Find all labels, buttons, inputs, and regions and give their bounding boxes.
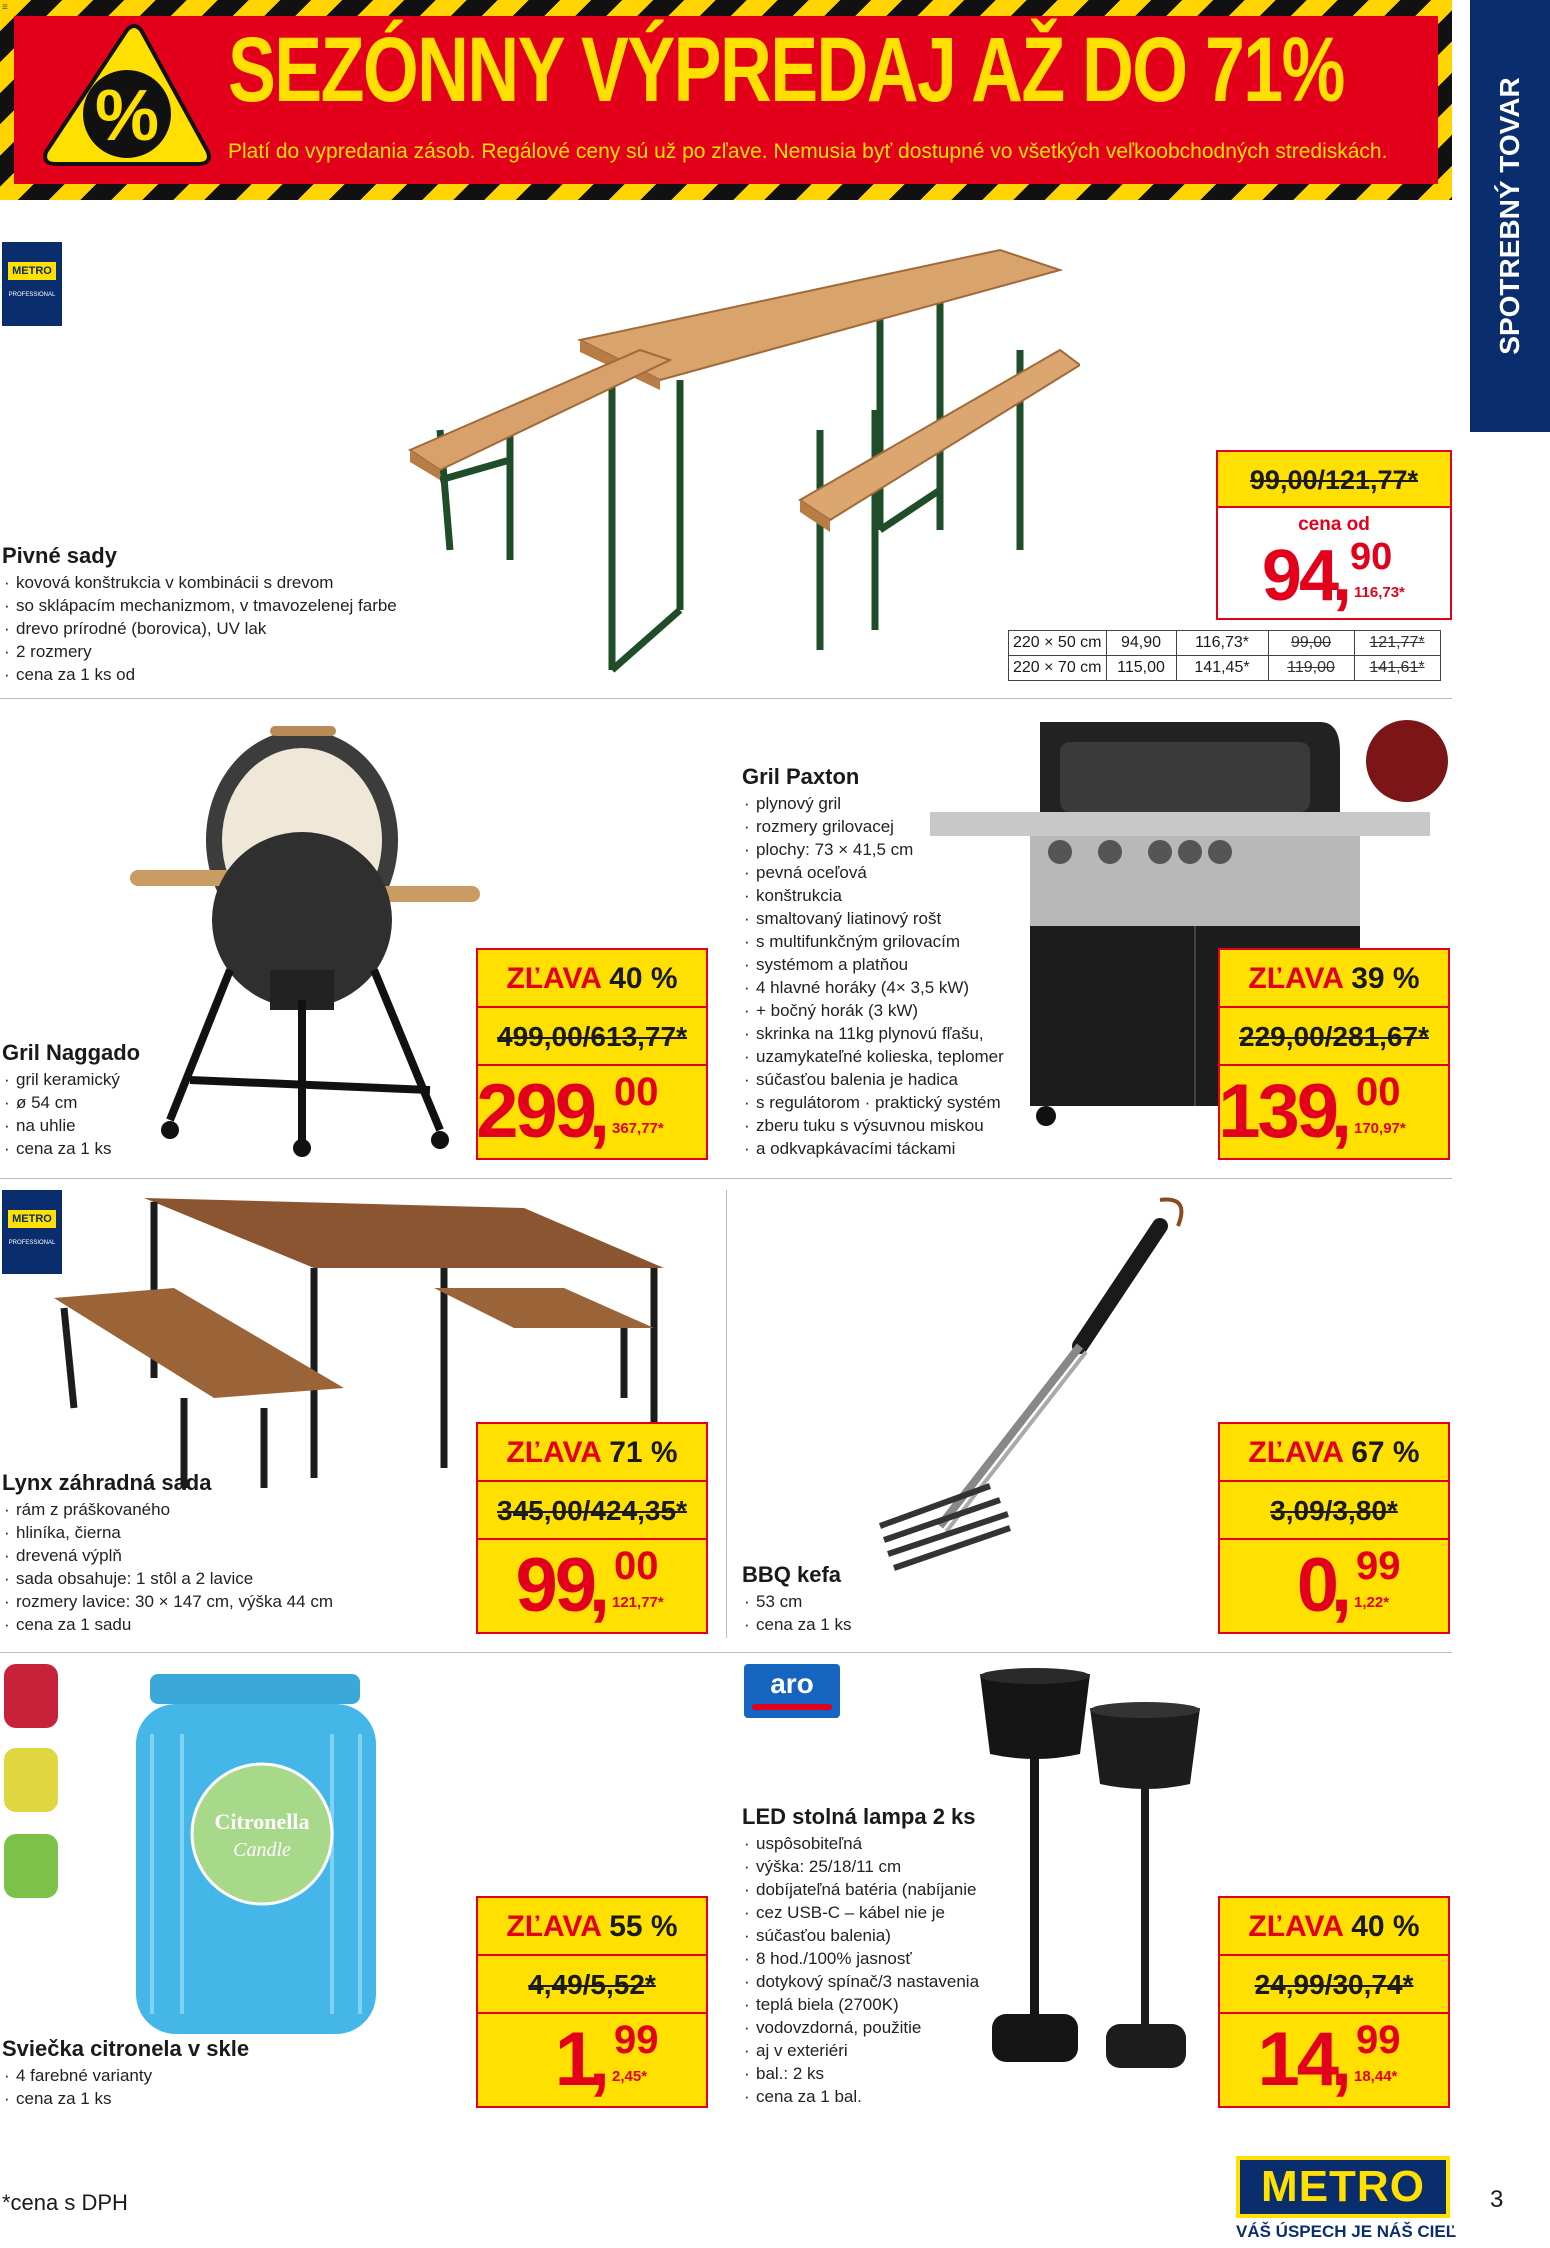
old-price: 4,49/5,52* (478, 1956, 706, 2014)
current-price (478, 2014, 706, 2110)
price-decimal: 00 (614, 1544, 659, 1588)
current-price (1220, 2014, 1448, 2110)
feature-item: · smaltovaný liatinový rošt (742, 907, 1004, 930)
feature-item: · sada obsahuje: 1 stôl a 2 lavice (2, 1567, 333, 1590)
price-comma: , (588, 1069, 610, 1154)
discount-label: ZĽAVA (1248, 1436, 1343, 1469)
discount-value: 67 % (1351, 1436, 1420, 1469)
discount-value: 40 % (1351, 1910, 1420, 1943)
feature-item: · vodovzdorná, použitie (742, 2016, 979, 2039)
table-cell: 99,00 (1268, 631, 1354, 656)
price-integer: 1 (554, 2017, 594, 2102)
price-from-label: cena od (1298, 514, 1370, 535)
price-integer: 99 (515, 1543, 594, 1628)
column-divider (726, 1190, 727, 1638)
product-name-led-lampa: LED stolná lampa 2 ks (742, 1804, 976, 1829)
feature-item: · s multifunkčným grilovacím (742, 930, 1004, 953)
kamado-grill-image (130, 710, 480, 1160)
old-price: 345,00/424,35* (478, 1482, 706, 1540)
feature-item: · 53 cm (742, 1590, 851, 1613)
price-comma: , (1330, 1069, 1352, 1154)
bbq-brush-image (860, 1196, 1200, 1616)
table-row (1009, 631, 1441, 656)
current-price (1220, 1540, 1448, 1636)
price-with-vat: 2,45* (612, 2068, 648, 2085)
discount-label: ZĽAVA (506, 1910, 601, 1943)
banner-subtitle: Platí do vypredania zásob. Regálové ceny sú už po zľave. Nemusia byť dostupné vo všetkých veľkoobchodných strediskách. (228, 140, 1388, 163)
feature-item: · zberu tuku s výsuvnou miskou (742, 1114, 1004, 1137)
banner-title: SEZÓNNY VÝPREDAJ AŽ DO 71% (228, 19, 1344, 121)
discount-value: 71 % (609, 1436, 678, 1469)
feature-item: · + bočný horák (3 kW) (742, 999, 1004, 1022)
category-tab-label: SPOTREBNÝ TOVAR (1494, 77, 1525, 355)
feature-item: · uspôsobiteľná (742, 1832, 979, 1855)
feature-item: · 2 rozmery (2, 640, 397, 663)
current-price (1220, 1066, 1448, 1162)
old-price: 229,00/281,67* (1220, 1008, 1448, 1066)
price-comma: , (1330, 1543, 1352, 1628)
old-price: 499,00/613,77* (478, 1008, 706, 1066)
feature-item: · na uhlie (2, 1114, 120, 1137)
feature-item: · cena za 1 ks (742, 1613, 851, 1636)
product-features-pivne-sady (2, 571, 397, 686)
table-row (1009, 656, 1441, 681)
product-name-sviecka: Sviečka citronela v skle (2, 2036, 250, 2061)
price-with-vat: 170,97* (1354, 1120, 1406, 1137)
section-divider (0, 698, 1452, 699)
table-cell: 141,45* (1176, 656, 1268, 681)
price-box-gril-naggado (476, 948, 708, 1160)
price-comma: , (1331, 536, 1352, 616)
old-price: 24,99/30,74* (1220, 1956, 1448, 2014)
table-cell: 220 × 70 cm (1009, 656, 1107, 681)
feature-item: · bal.: 2 ks (742, 2062, 979, 2085)
feature-item: · teplá biela (2700K) (742, 1993, 979, 2016)
price-box-sviecka (476, 1896, 708, 2108)
feature-item: · drevo prírodné (borovica), UV lak (2, 617, 397, 640)
banner-red-panel (14, 16, 1438, 184)
price-box-pivne-sady (1216, 450, 1452, 620)
feature-item: · systémom a platňou (742, 953, 1004, 976)
product-name-gril-naggado: Gril Naggado (2, 1040, 141, 1065)
discount-value: 40 % (609, 962, 678, 995)
color-swatch-dark-red (1364, 718, 1450, 804)
citronella-candle-image (2, 1664, 402, 2044)
price-comma: , (588, 2017, 610, 2102)
aro-brand-logo (744, 1664, 840, 1718)
feature-item: · rám z práškovaného (2, 1498, 333, 1521)
sale-banner (0, 0, 1452, 200)
page-number: 3 (1490, 2186, 1504, 2213)
feature-item: · hliníka, čierna (2, 1521, 333, 1544)
discount-value: 55 % (609, 1910, 678, 1943)
feature-item: · cena za 1 ks (2, 2087, 152, 2110)
discount-row (478, 1424, 706, 1482)
metro-badge-label: METRO (8, 1210, 56, 1228)
discount-value: 39 % (1351, 962, 1420, 995)
price-with-vat: 121,77* (612, 1594, 664, 1611)
feature-item: · rozmery grilovacej (742, 815, 1004, 838)
price-decimal: 00 (614, 1070, 659, 1114)
table-cell: 121,77* (1354, 631, 1440, 656)
product-features-led-lampa (742, 1832, 979, 2108)
feature-item: · ø 54 cm (2, 1091, 120, 1114)
product-features-lynx (2, 1498, 333, 1636)
feature-item: · súčasťou balenia je hadica (742, 1068, 1004, 1091)
feature-item: · plochy: 73 × 41,5 cm (742, 838, 1004, 861)
feature-item: · aj v exteriéri (742, 2039, 979, 2062)
feature-item: · drevená výplň (2, 1544, 333, 1567)
discount-label: ZĽAVA (1248, 1910, 1343, 1943)
jar-label-line-2: Candle (233, 1839, 291, 1861)
price-box-gril-paxton (1218, 948, 1450, 1160)
feature-item: · 8 hod./100% jasnosť (742, 1947, 979, 1970)
table-cell: 116,73* (1176, 631, 1268, 656)
feature-item: · cena za 1 ks (2, 1137, 120, 1160)
jar-label-line-1: Citronella (214, 1809, 310, 1834)
table-cell: 141,61* (1354, 656, 1440, 681)
beer-set-image (400, 230, 1080, 680)
current-price (478, 1540, 706, 1636)
feature-item: · konštrukcia (742, 884, 1004, 907)
feature-item: · cena za 1 ks od (2, 663, 397, 686)
current-price (478, 1066, 706, 1162)
feature-item: · cez USB-C – kábel nie je (742, 1901, 979, 1924)
product-name-pivne-sady: Pivné sady (2, 543, 117, 568)
price-decimal: 00 (1356, 1070, 1401, 1114)
price-with-vat: 367,77* (612, 1120, 664, 1137)
section-divider (0, 1178, 1452, 1179)
price-with-vat: 116,73* (1354, 584, 1405, 601)
metro-logo: METRO (1236, 2156, 1450, 2218)
discount-label: ZĽAVA (1248, 962, 1343, 995)
size-price-table (1008, 630, 1441, 681)
feature-item: · rozmery lavice: 30 × 147 cm, výška 44 cm (2, 1590, 333, 1613)
percent-badge-icon (42, 22, 212, 172)
feature-item: · kovová konštrukcia v kombinácii s drevom (2, 571, 397, 594)
table-cell: 94,90 (1106, 631, 1176, 656)
feature-item: · plynový gril (742, 792, 1004, 815)
aro-brand-label: aro (770, 1668, 814, 1699)
aro-logo-stripe (752, 1704, 832, 1710)
led-lamp-image (970, 1664, 1230, 2084)
table-cell: 115,00 (1106, 656, 1176, 681)
price-integer: 94 (1261, 536, 1336, 616)
feature-item: · súčasťou balenia) (742, 1924, 979, 1947)
price-comma: , (588, 1543, 610, 1628)
professional-badge-label: PROFESSIONAL (8, 292, 56, 298)
discount-row (478, 950, 706, 1008)
discount-row (478, 1898, 706, 1956)
feature-item: · uzamykateľné kolieska, teplomer (742, 1045, 1004, 1068)
category-tab (1470, 0, 1550, 432)
product-features-sviecka (2, 2064, 152, 2110)
product-name-bbq-kefa: BBQ kefa (742, 1562, 842, 1587)
old-price: 99,00/121,77* (1218, 452, 1450, 508)
vat-footnote: *cena s DPH (2, 2190, 128, 2215)
feature-item: · výška: 25/18/11 cm (742, 1855, 979, 1878)
feature-item: · cena za 1 sadu (2, 1613, 333, 1636)
menu-mark-icon: ≡ (2, 2, 8, 13)
price-decimal: 90 (1350, 536, 1393, 578)
feature-item: · a odkvapkávacími táckami (742, 1137, 1004, 1160)
product-name-gril-paxton: Gril Paxton (742, 764, 860, 789)
metro-professional-badge (2, 1190, 62, 1274)
table-cell: 119,00 (1268, 656, 1354, 681)
product-name-lynx: Lynx záhradná sada (2, 1470, 212, 1495)
price-integer: 139 (1218, 1069, 1336, 1154)
discount-row (1220, 1424, 1448, 1482)
price-decimal: 99 (614, 2018, 659, 2062)
price-with-vat: 1,22* (1354, 1594, 1390, 1611)
section-divider (0, 1652, 1452, 1653)
product-features-bbq-kefa (742, 1590, 851, 1636)
price-integer: 0 (1296, 1543, 1336, 1628)
price-integer: 14 (1257, 2017, 1336, 2102)
price-integer: 299 (476, 1069, 594, 1154)
feature-item: · cena za 1 bal. (742, 2085, 979, 2108)
table-cell: 220 × 50 cm (1009, 631, 1107, 656)
discount-row (1220, 1898, 1448, 1956)
feature-item: · gril keramický (2, 1068, 120, 1091)
professional-badge-label: PROFESSIONAL (8, 1240, 56, 1246)
feature-item: · s regulátorom · praktický systém (742, 1091, 1004, 1114)
feature-item: · dobíjateľná batéria (nabíjanie (742, 1878, 979, 1901)
price-box-lynx (476, 1422, 708, 1634)
price-box-led-lampa (1218, 1896, 1450, 2108)
feature-item: · so sklápacím mechanizmom, v tmavozelenej farbe (2, 594, 397, 617)
product-features-gril-naggado (2, 1068, 120, 1160)
metro-badge-label: METRO (8, 262, 56, 280)
discount-row (1220, 950, 1448, 1008)
metro-professional-badge (2, 242, 62, 326)
discount-label: ZĽAVA (506, 1436, 601, 1469)
price-decimal: 99 (1356, 2018, 1401, 2062)
metro-slogan: VÁŠ ÚSPECH JE NÁŠ CIEĽ (1236, 2222, 1457, 2241)
price-with-vat: 18,44* (1354, 2068, 1398, 2085)
feature-item: · 4 farebné varianty (2, 2064, 152, 2087)
price-comma: , (1330, 2017, 1352, 2102)
old-price: 3,09/3,80* (1220, 1482, 1448, 1540)
feature-item: · skrinka na 11kg plynovú fľašu, (742, 1022, 1004, 1045)
discount-label: ZĽAVA (506, 962, 601, 995)
feature-item: · 4 hlavné horáky (4× 3,5 kW) (742, 976, 1004, 999)
price-decimal: 99 (1356, 1544, 1401, 1588)
feature-item: · dotykový spínač/3 nastavenia (742, 1970, 979, 1993)
feature-item: · pevná oceľová (742, 861, 1004, 884)
percent-symbol: % (94, 76, 160, 156)
price-box-bbq-kefa (1218, 1422, 1450, 1634)
